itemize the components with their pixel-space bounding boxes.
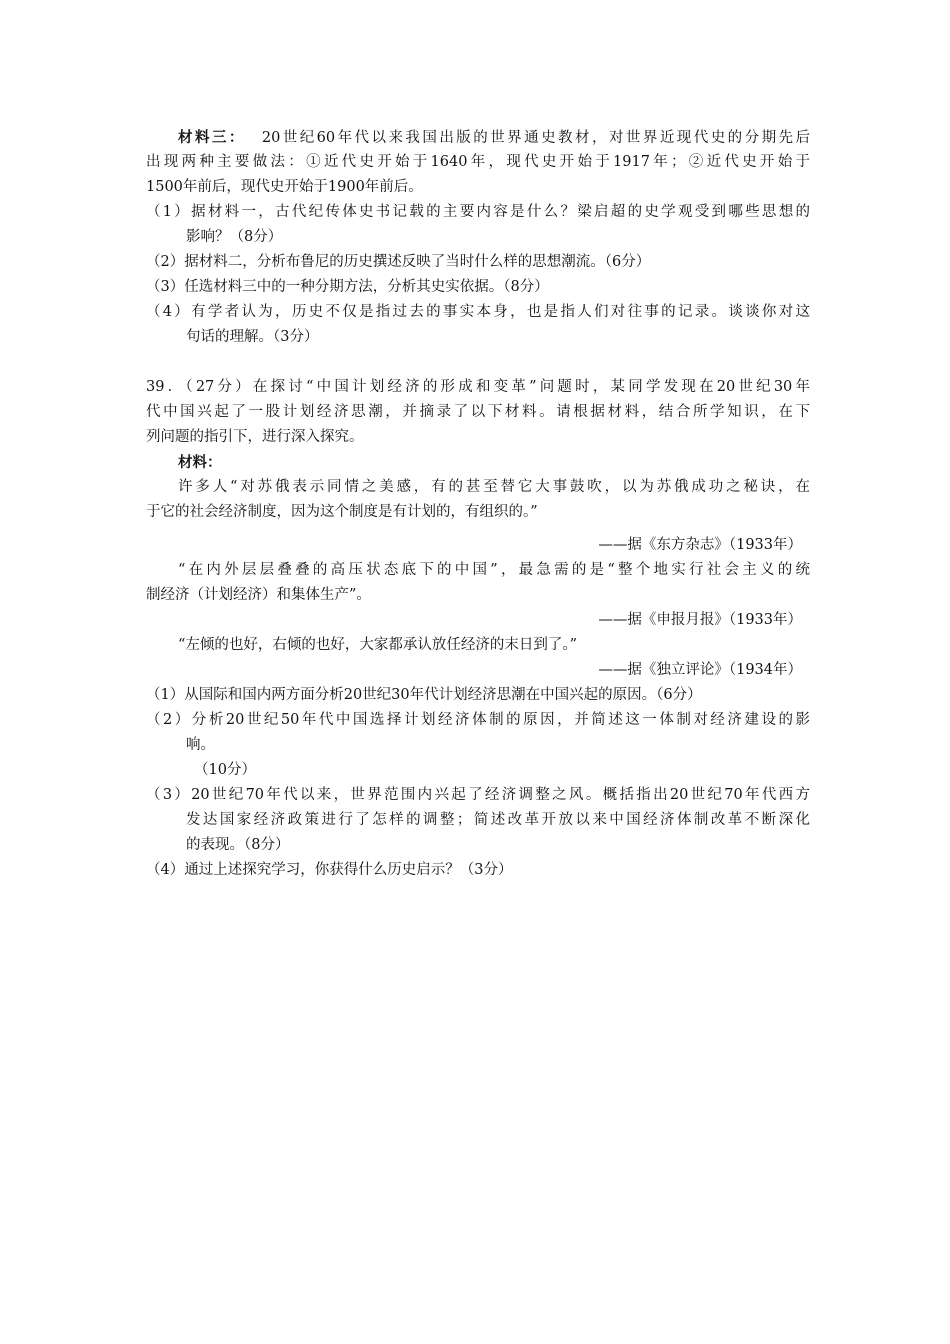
- quote2-line2: 制经济（计划经济）和集体生产”。: [146, 587, 371, 603]
- q39-3-line3: 的表现。（8分）: [186, 837, 290, 853]
- q39-2-line2: 响。: [186, 737, 215, 753]
- q39-4: （4）通过上述探究学习，你获得什么历史启示？（3分）: [146, 862, 513, 878]
- q39-2-line1: （2）分析20世纪50年代中国选择计划经济体制的原因，并简述这一体制对经济建设的影: [146, 712, 810, 728]
- source3: ——据《独立评论》（1934年）: [598, 662, 802, 678]
- q39-intro-line1: 39．（27分）在探讨“中国计划经济的形成和变革”问题时，某同学发现在20世纪30年: [146, 379, 810, 395]
- q38-1-line2: 影响？（8分）: [186, 229, 283, 245]
- q39-1: （1）从国际和国内两方面分析20世纪30年代计划经济思潮在中国兴起的原因。（6分）: [146, 687, 702, 703]
- source1: ——据《东方杂志》（1933年）: [598, 537, 802, 553]
- material3-line1: 材料三： 20世纪60年代以来我国出版的世界通史教材，对世界近现代史的分期先后: [178, 129, 810, 146]
- source2: ——据《申报月报》（1933年）: [598, 612, 802, 628]
- quote1-line2: 于它的社会经济制度，因为这个制度是有计划的，有组织的。”: [146, 504, 538, 520]
- q39-3-line2: 发达国家经济政策进行了怎样的调整；简述改革开放以来中国经济体制改革不断深化: [186, 812, 810, 828]
- q38-1-line1: （1）据材料一，古代纪传体史书记载的主要内容是什么？梁启超的史学观受到哪些思想的: [146, 204, 810, 220]
- material-label: 材料：: [178, 454, 222, 471]
- q39-intro-line2: 代中国兴起了一股计划经济思潮，并摘录了以下材料。请根据材料，结合所学知识，在下: [146, 404, 810, 420]
- quote3: “左倾的也好，右倾的也好，大家都承认放任经济的末日到了。”: [178, 637, 578, 653]
- material3-line2: 出现两种主要做法：①近代史开始于1640年，现代史开始于1917年；②近代史开始于: [146, 154, 810, 170]
- q38-2: （2）据材料二，分析布鲁尼的历史撰述反映了当时什么样的思想潮流。（6分）: [146, 254, 651, 270]
- material3-line3: 1500年前后，现代史开始于1900年前后。: [146, 179, 423, 195]
- q38-4-line1: （4）有学者认为，历史不仅是指过去的事实本身，也是指人们对往事的记录。谈谈你对这: [146, 304, 810, 320]
- q39-intro-line3: 列问题的指引下，进行深入探究。: [146, 429, 364, 445]
- quote1-line1: 许多人“对苏俄表示同情之美感，有的甚至替它大事鼓吹，以为苏俄成功之秘诀，在: [178, 479, 810, 495]
- quote2-line1: “在内外层层叠叠的高压状态底下的中国”，最急需的是“整个地实行社会主义的统: [178, 562, 810, 578]
- q39-3-line1: （3）20世纪70年代以来，世界范围内兴起了经济调整之风。概括指出20世纪70年代西方: [146, 787, 810, 803]
- material3-label: 材料三：: [178, 129, 246, 146]
- q38-4-line2: 句话的理解。（3分）: [186, 329, 319, 345]
- q39-2-line3: （10分）: [194, 762, 256, 778]
- q38-3: （3）任选材料三中的一种分期方法，分析其史实依据。（8分）: [146, 279, 549, 295]
